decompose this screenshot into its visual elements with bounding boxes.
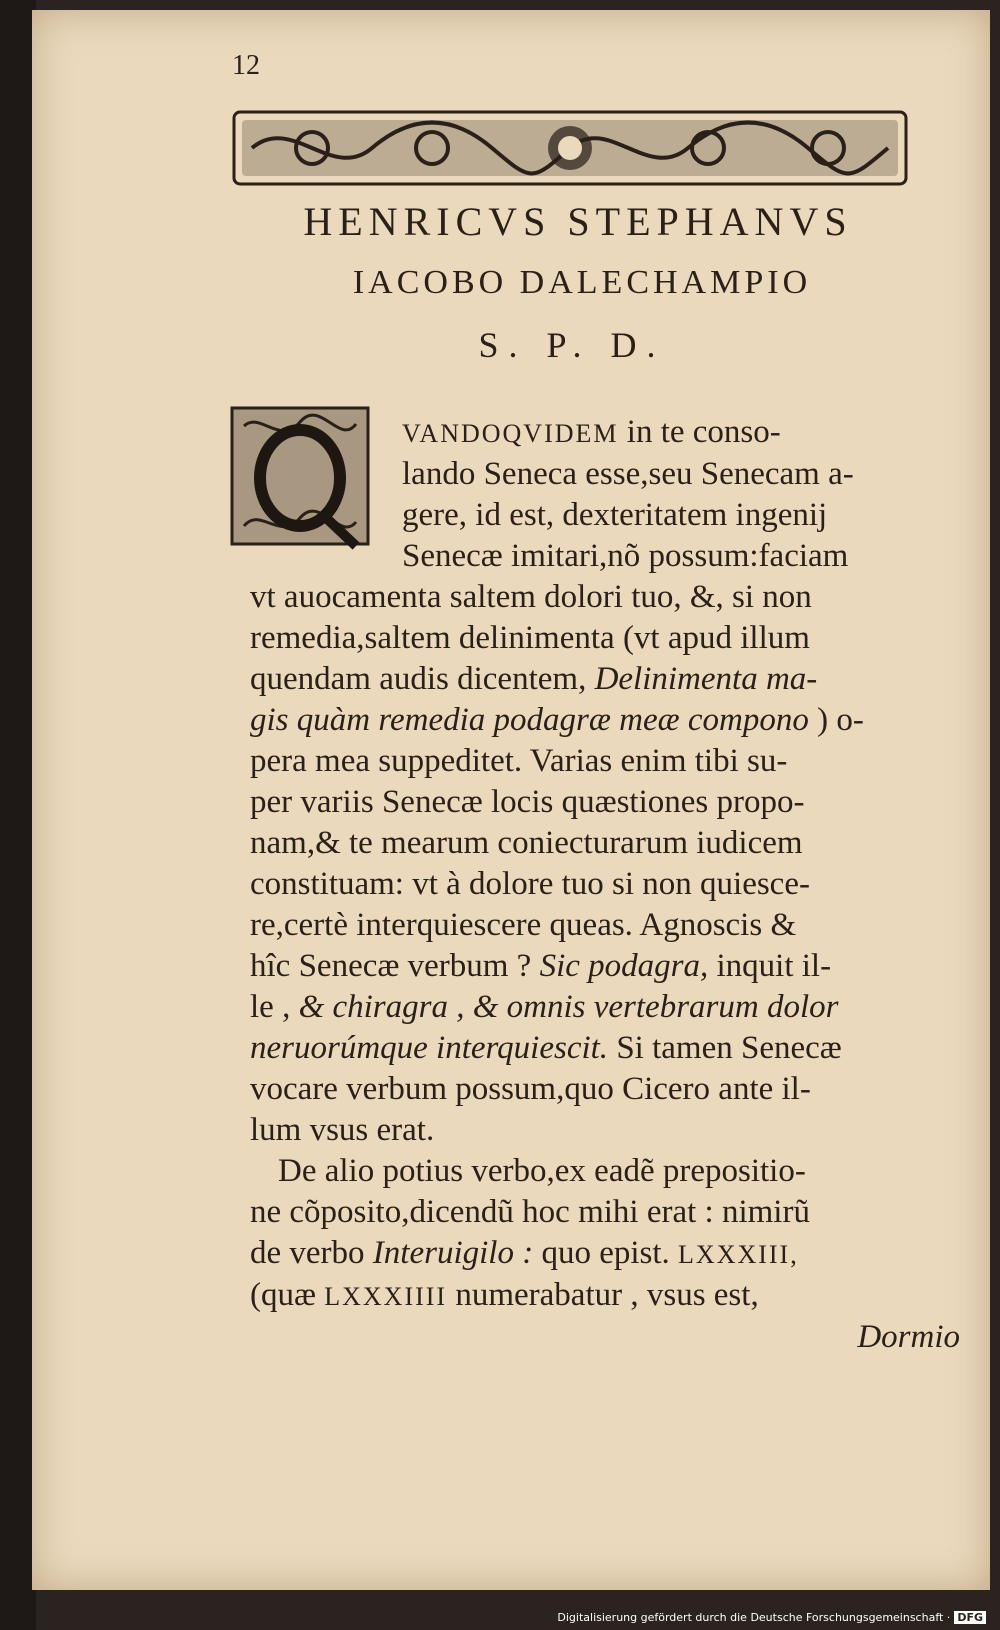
catchword: Dormio [857, 1319, 960, 1355]
italic-quote: Sic podagra, [539, 948, 709, 984]
text-span: hîc Senecæ verbum ? [250, 948, 540, 984]
text-line [250, 946, 970, 987]
text-span: numerabatur , vsus est, [447, 1277, 759, 1313]
book-page [32, 10, 990, 1590]
text-span: de verbo [250, 1235, 373, 1271]
text-line: Senecæ imitari,nõ possum:faciam [402, 538, 849, 574]
text-line [250, 987, 970, 1028]
text-line [250, 659, 970, 700]
text-line: gere, id est, dexteritatem ingenij [402, 497, 828, 533]
text-span: (quæ [250, 1277, 325, 1313]
italic-quote: & chiragra , & omnis vertebrarum dolor [298, 989, 839, 1025]
text-span: quo epist. [533, 1235, 679, 1271]
heading-author: HENRICVS STEPHANVS [303, 199, 853, 244]
text-line [250, 1028, 970, 1069]
text-line: constituam: vt à dolore tuo si non quiesce- [250, 866, 810, 902]
text-line: pera mea suppeditet. Varias enim tibi su- [250, 743, 788, 779]
text-line [250, 1233, 970, 1275]
text-line: remedia,saltem delinimenta (vt apud illum [250, 620, 810, 656]
text-block [32, 10, 990, 1590]
text-line: De alio potius verbo,ex eadẽ prepositio- [278, 1153, 806, 1189]
italic-quote: neruorúmque interquiescit. [250, 1030, 609, 1066]
funding-note: Digitalisierung gefördert durch die Deutsche Forschungsgemeinschaft · [557, 1611, 951, 1624]
book-spine-shadow [0, 0, 36, 1630]
italic-quote: Delinimenta ma- [594, 661, 818, 697]
text-line: re,certè interquiescere queas. Agnoscis & [250, 907, 797, 943]
text-span: in te conso- [618, 414, 781, 450]
text-span: quendam audis dicentem, [250, 661, 595, 697]
dfg-logo: DFG [954, 1611, 986, 1624]
ornamental-headpiece [232, 104, 908, 192]
text-line: per variis Senecæ locis quæstiones propo- [250, 784, 805, 820]
text-span: le , [250, 989, 299, 1025]
heading-salutation: S. P. D. [478, 325, 666, 365]
text-line: vocare verbum possum,quo Cicero ante il- [250, 1071, 811, 1107]
italic-quote: Interuigilo : [372, 1235, 534, 1271]
text-line [250, 1275, 970, 1317]
text-line: ne cõposito,dicendũ hoc mihi erat : nimirũ [250, 1194, 810, 1230]
digitization-footer [557, 1611, 986, 1624]
text-line: nam,& te mearum coniecturarum iudicem [250, 825, 803, 861]
text-line: vt auocamenta saltem dolori tuo, &, si non [250, 579, 812, 615]
heading-recipient: IACOBO DALECHAMPIO [352, 264, 812, 301]
text-line [250, 700, 970, 741]
text-line: lum vsus erat. [250, 1112, 435, 1148]
text-span: Si tamen Senecæ [608, 1030, 842, 1066]
italic-quote: gis quàm remedia podagræ meæ compono [250, 702, 809, 738]
text-span: ) o- [808, 702, 864, 738]
opening-word: VANDOQVIDEM [402, 419, 619, 448]
roman-numeral: LXXXIIII [324, 1282, 448, 1311]
text-span: inquit il- [708, 948, 832, 984]
text-line [250, 412, 970, 454]
text-line: lando Seneca esse,seu Senecam a- [402, 456, 854, 492]
roman-numeral: LXXXIII, [678, 1240, 799, 1269]
letter-body [250, 412, 970, 1358]
page-number: 12 [232, 50, 260, 81]
